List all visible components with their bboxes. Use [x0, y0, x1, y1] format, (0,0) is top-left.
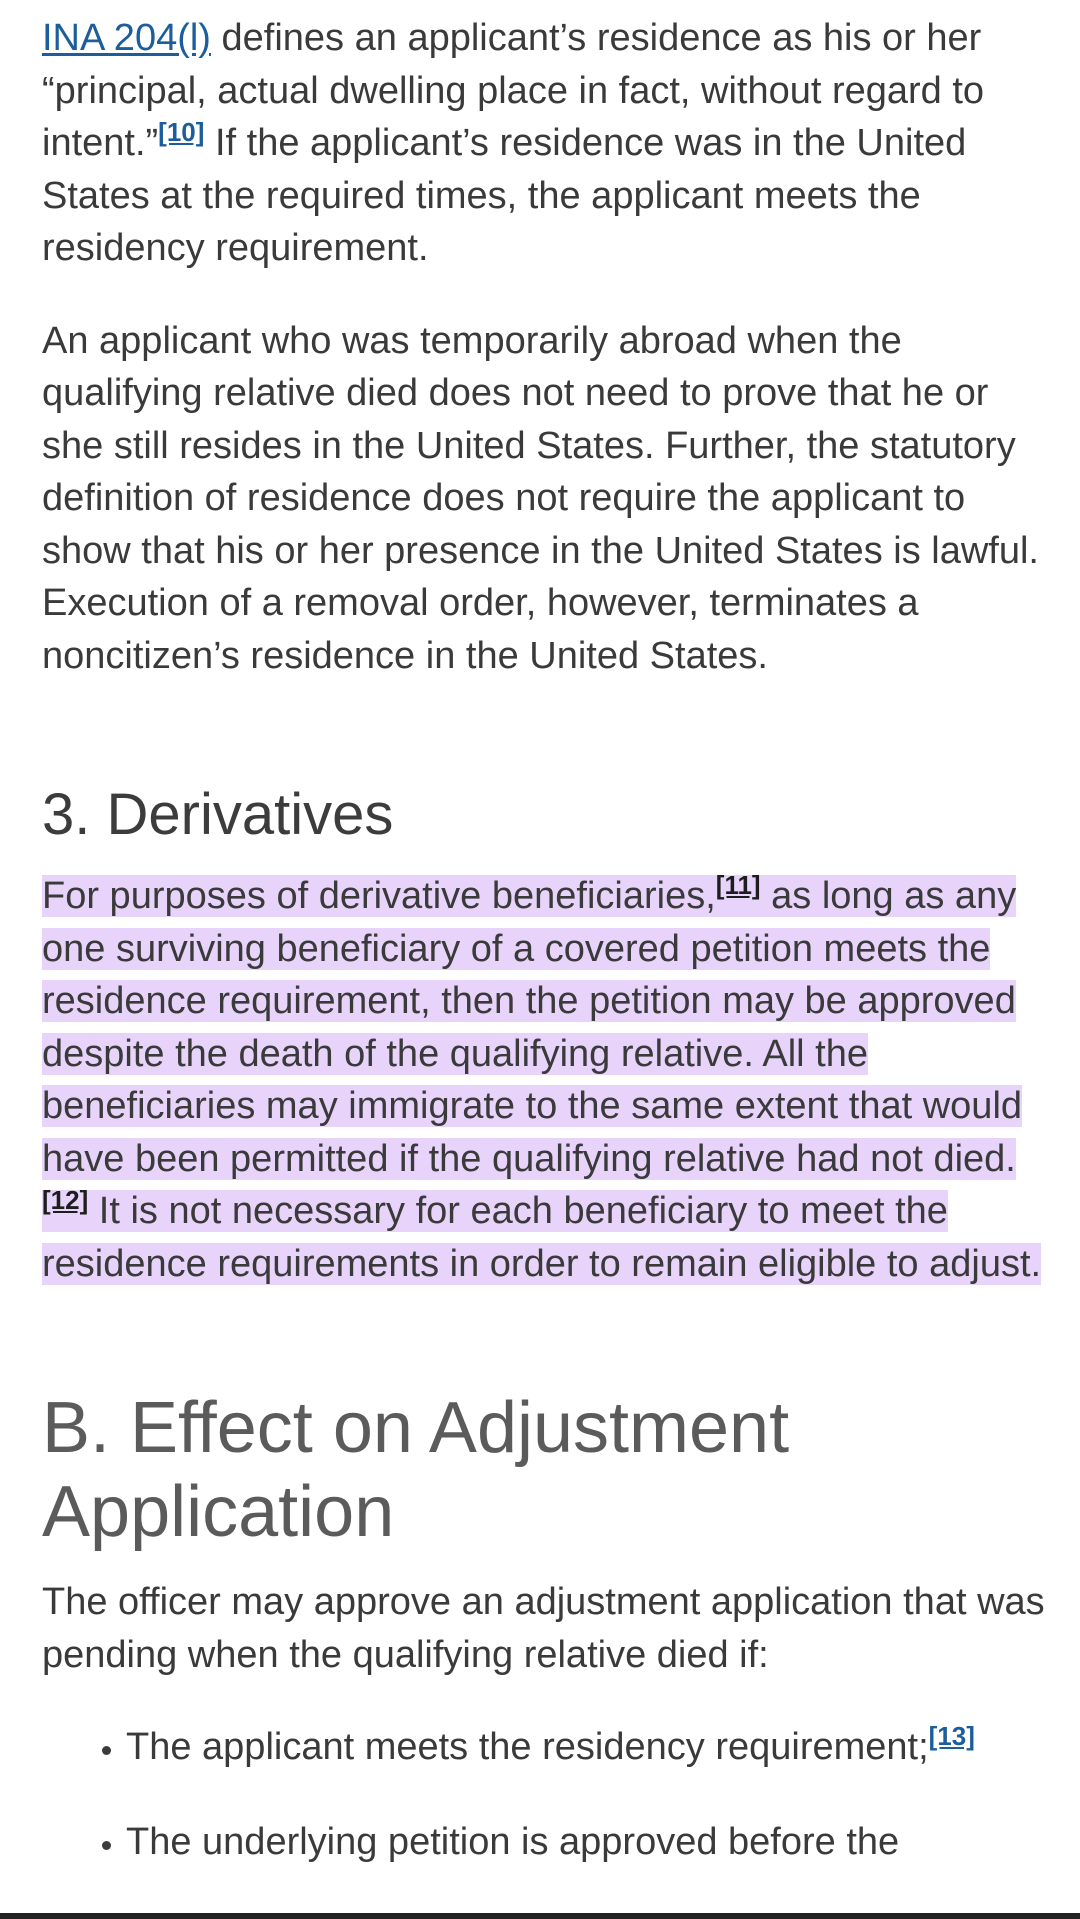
adjustment-intro-paragraph: The officer may approve an adjustment application that was pending when the qualifying relative died if:	[42, 1581, 1045, 1676]
footnote-12-link[interactable]: [12]	[42, 1185, 89, 1215]
residence-definition-text: defines an applicant’s residence as his or her “principal, actual dwelling place in fact, without regard to intent.”	[42, 17, 985, 164]
derivatives-text-a: For purposes of derivative beneficiaries,	[42, 875, 716, 917]
derivatives-heading: 3. Derivatives	[42, 782, 394, 847]
derivatives-text-b: as long as any one surviving beneficiary of a covered petition meets the residence requirement, then the petition may be approved despite the death of the qualifying relative. All the beneficiaries may immigrate to the same extent that would have been permitted if the qualifying relative had not died.	[42, 875, 1023, 1180]
petition-condition-text: The underlying petition is approved before the	[126, 1820, 900, 1863]
footnote-10-link[interactable]: [10]	[158, 117, 205, 147]
footnote-11-link[interactable]: [11]	[715, 870, 761, 900]
residency-condition-text: The applicant meets the residency requirement;	[126, 1726, 929, 1768]
conditions-list	[42, 1721, 1052, 1868]
footnote-10[interactable]	[158, 117, 204, 147]
bottom-edge-bar	[0, 1913, 1080, 1919]
residence-definition-paragraph	[42, 12, 1052, 275]
footnote-13-link[interactable]: [13]	[928, 1721, 975, 1751]
residence-requirement-text: If the applicant’s residence was in the United States at the required times, the applicant meets the residency requirement.	[42, 122, 967, 269]
derivatives-text-c: It is not necessary for each beneficiary to meet the residence requirements in order to remain eligible to adjust.	[42, 1190, 1042, 1285]
ina-204l-link[interactable]: INA 204(l)	[42, 17, 211, 59]
highlighted-text	[42, 870, 1042, 1285]
list-item	[126, 1721, 1052, 1774]
list-item	[126, 1816, 1052, 1869]
article-content	[42, 12, 1052, 1910]
derivatives-paragraph	[42, 870, 1052, 1290]
effect-on-adjustment-heading: B. Effect on Adjustment Application	[42, 1388, 790, 1552]
footnote-11[interactable]	[716, 870, 761, 900]
footnote-13[interactable]	[929, 1721, 975, 1751]
temporarily-abroad-paragraph: An applicant who was temporarily abroad when the qualifying relative died does not need to prove that he or she still resides in the United States. Further, the statutory definition of residence does not require the applicant to show that his or her presence in the United States is lawful. Execution of a removal order, however, terminates a noncitizen’s residence in the United States.	[42, 319, 1039, 677]
footnote-12[interactable]	[42, 1185, 88, 1215]
